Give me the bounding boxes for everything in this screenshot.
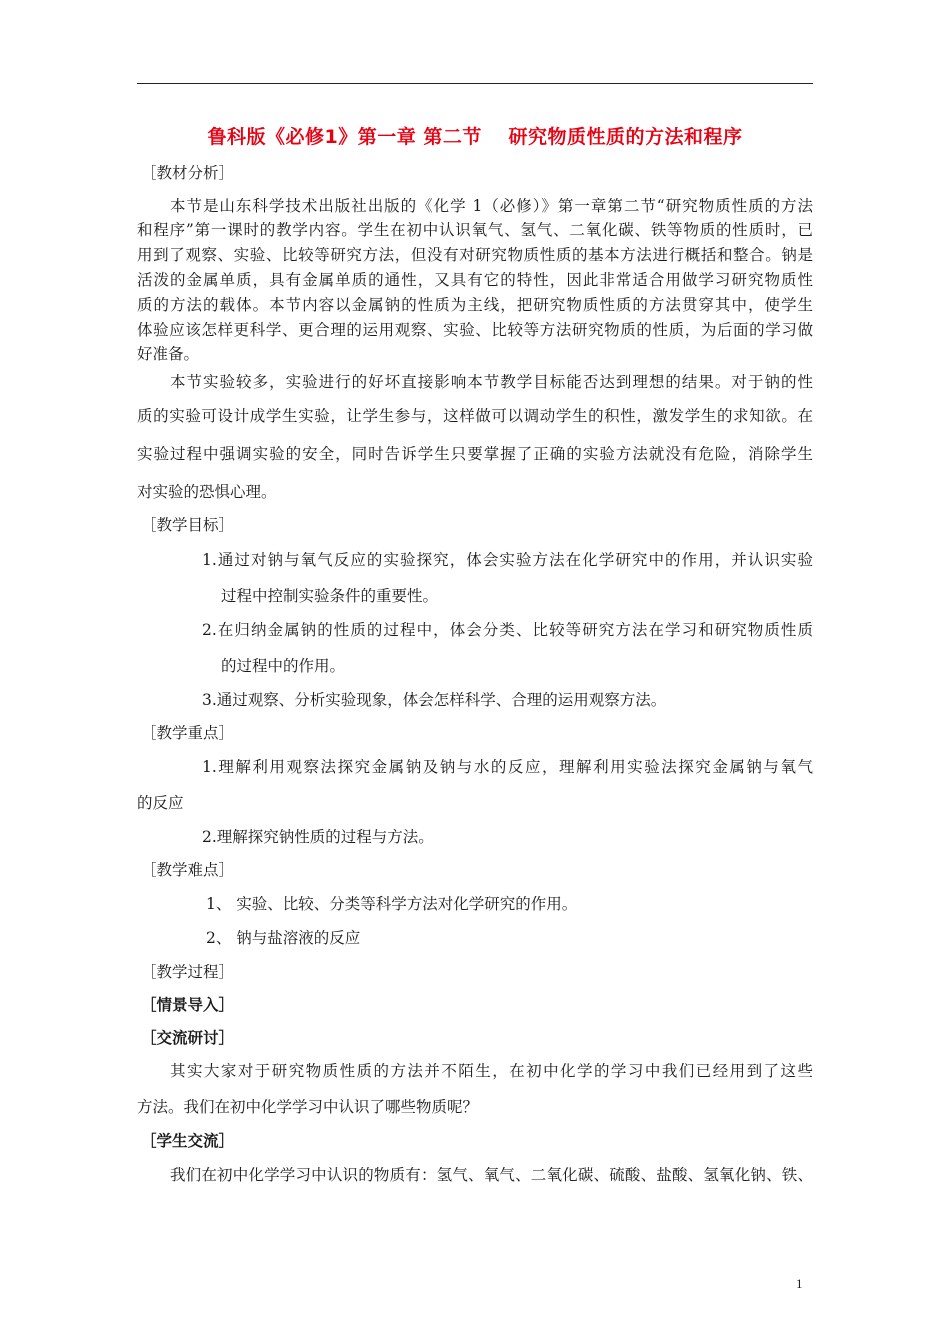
analysis-line: 质的方法的载体。本节内容以金属钠的性质为主线，把研究物质性质的方法贯穿其中，使学生 (137, 296, 813, 314)
analysis-line: 体验应该怎样更科学、更合理的运用观察、实验、比较等方法研究物质的性质，为后面的学习做 (137, 321, 813, 339)
section-heading-exchange: ［交流研讨］ (141, 1029, 235, 1047)
key-point: 的反应 (137, 794, 184, 812)
analysis-line: 活泼的金属单质，具有金属单质的通性，又具有它的特性，因此非常适合用做学习研究物质性 (137, 271, 813, 289)
analysis-line: 对实验的恐惧心理。 (137, 483, 277, 501)
goal-item: 1.通过对钠与氧气反应的实验探究，体会实验方法在化学研究中的作用，并认识实验 (202, 551, 813, 569)
analysis-line: 本节是山东科学技术出版社出版的《化学 1（必修）》第一章第二节“研究物质性质的方法 (170, 197, 813, 215)
header-rule (137, 83, 813, 84)
analysis-line: 好准备。 (137, 345, 200, 363)
goal-item: 3.通过观察、分析实验现象，体会怎样科学、合理的运用观察方法。 (202, 691, 667, 709)
goal-item: 2.在归纳金属钠的性质的过程中，体会分类、比较等研究方法在学习和研究物质性质 (202, 621, 813, 639)
section-heading-key: ［教学重点］ (141, 724, 235, 742)
goal-item: 过程中控制实验条件的重要性。 (221, 587, 439, 605)
goal-item: 的过程中的作用。 (221, 657, 346, 675)
difficulty-item: 1、 实验、比较、分类等科学方法对化学研究的作用。 (206, 895, 578, 913)
section-heading-difficulty: ［教学难点］ (141, 861, 235, 879)
exchange-line: 其实大家对于研究物质性质的方法并不陌生，在初中化学的学习中我们已经用到了这些 (170, 1062, 813, 1080)
analysis-line: 用到了观察、实验、比较等研究方法，但没有对研究物质性质的基本方法进行概括和整合。钠是 (137, 246, 813, 264)
analysis-line: 实验过程中强调实验的安全，同时告诉学生只要掌握了正确的实验方法就没有危险，消除学生 (137, 445, 813, 463)
key-point: 1.理解利用观察法探究金属钠及钠与水的反应，理解利用实验法探究金属钠与氧气 (202, 758, 813, 776)
section-heading-scene: ［情景导入］ (141, 996, 235, 1014)
analysis-line: 和程序”第一课时的教学内容。学生在初中认识氧气、氢气、二氧化碳、铁等物质的性质时，已 (137, 221, 813, 239)
analysis-line: 本节实验较多，实验进行的好坏直接影响本节教学目标能否达到理想的结果。对于钠的性 (170, 373, 813, 391)
page-title: 鲁科版《必修1》第一章 第二节 研究物质性质的方法和程序 (207, 126, 743, 148)
analysis-line: 质的实验可设计成学生实验，让学生参与，这样做可以调动学生的积性，激发学生的求知欲。在 (137, 407, 813, 425)
section-heading-process: ［教学过程］ (141, 963, 235, 981)
key-point: 2.理解探究钠性质的过程与方法。 (202, 828, 434, 846)
difficulty-item: 2、 钠与盐溶液的反应 (206, 929, 361, 947)
section-heading-analysis: ［教材分析］ (141, 164, 235, 182)
section-heading-student: ［学生交流］ (141, 1132, 235, 1150)
exchange-line: 方法。我们在初中化学学习中认识了哪些物质呢？ (137, 1098, 479, 1116)
student-line: 我们在初中化学学习中认识的物质有：氢气、氧气、二氧化碳、硫酸、盐酸、氢氧化钠、铁、 (170, 1166, 813, 1184)
section-heading-goals: ［教学目标］ (141, 516, 235, 534)
page-number: 1 (796, 1276, 803, 1291)
